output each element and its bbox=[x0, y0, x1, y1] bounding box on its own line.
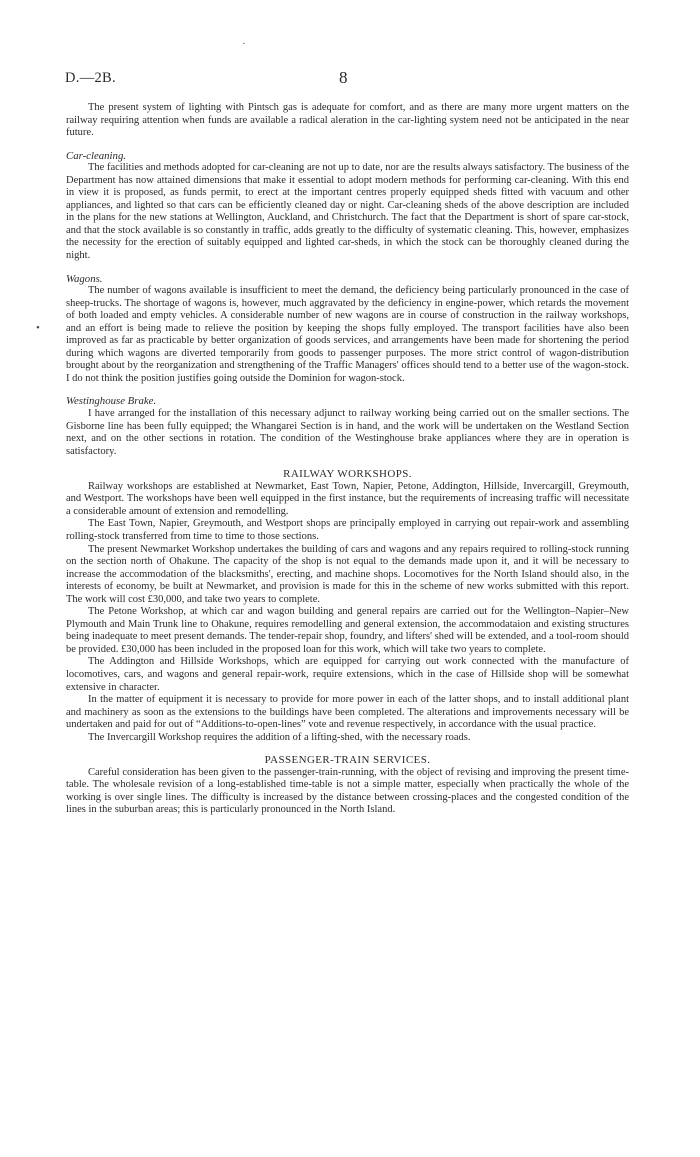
paragraph-car-cleaning: The facilities and methods adopted for car-cleaning are not up to date, nor are the results always satisfactory. The business of the Department has now attained dimensions that make it essential to adopt modern methods for performing car-cleaning. With this end in view it is proposed, as funds permit, to erect at the important centres properly equipped sheds fitted with vacuum and other appliances, and lighted so that cars can be efficiently cleaned day or night. Car-cleaning sheds of the above description are included in the plans for the new stations at Wellington, Auckland, and Christchurch. The fact that the Department is short of spare car-stock, and that the stock available is so constantly in traffic, adds greatly to the difficulty of systematic cleaning. This, however, emphasizes the necessity for the erection of suitably equipped and lighted car-sheds, in which the stock can be thoroughly cleaned during the night. bbox=[66, 162, 629, 262]
paragraph-westinghouse-brake: I have arranged for the installation of this necessary adjunct to railway working being carried out on the smaller sections. The Gisborne line has been fully equipped; the Whangarei Section is in hand, and the work will be undertaken on the Westland Section next, and on the other sections in rotation. The condition of the Westinghouse brake appliances where they are in operation is satisfactory. bbox=[66, 408, 629, 457]
margin-bullet-mark: • bbox=[36, 322, 40, 334]
paragraph-passenger-1: Careful consideration has been given to the passenger-train-running, with the object of revising and improving the present time-table. The wholesale revision of a long-established time-table is not a simple matter, especially when practically the whole of the working is over single lines. The difficulty is increased by the distance between crossing-places and the congested condition of the lines in the suburban areas; this is particularly pronounced in the North Island. bbox=[66, 766, 629, 816]
paragraph-workshops-2: The East Town, Napier, Greymouth, and Westport shops are principally employed in carrying out repair-work and assembling rolling-stock transferred from time to time to those sections. bbox=[66, 518, 629, 542]
paragraph-workshops-5: The Addington and Hillside Workshops, which are equipped for carrying out work connected with the manufacture of locomotives, cars, and wagons and general repair-work, require extensions, which in the case of Hillside shop will be somewhat extensive in character. bbox=[66, 656, 629, 693]
document-reference: D.—2B. bbox=[65, 70, 116, 86]
paragraph-wagons: The number of wagons available is insufficient to meet the demand, the deficiency being particularly pronounced in the case of sheep-trucks. The shortage of wagons is, however, much aggravated by the deficiency in engine-power, which retards the movement of both loaded and empty vehicles. A considerable number of new wagons are in course of construction in the railway workshops, and an effort is being made to relieve the position by keeping the shops fully employed. The transport facilities have also been improved as far as practicable by better organization of goods services, and arrangements have been made for shortening the period during which wagons are diverted temporarily from goods to passenger purposes. The more strict control of wagon-distribution brought about by the reorganization and strengthening of the Traffic Managers' offices should tend to a better use of the wagon-stock. I do not think the position justifies going outside the Dominion for wagon-stock. bbox=[66, 285, 629, 384]
spacer bbox=[66, 458, 629, 468]
heading-railway-workshops: RAILWAY WORKSHOPS. bbox=[283, 468, 412, 481]
section-westinghouse-brake bbox=[66, 395, 629, 458]
paragraph-lighting: The present system of lighting with Pintsch gas is adequate for comfort, and as there are many more urgent matters on the railway requiring attention when funds are available a radical aleration in the car-lighting system need not be anticipated in the near future. bbox=[66, 102, 629, 139]
subheading-wagons: Wagons. bbox=[66, 272, 103, 285]
paragraph-workshops-6: In the matter of equipment it is necessary to provide for more power in each of the latter shops, and to install additional plant and machinery as soon as the extensions to the buildings have been completed. The alterations and improvements necessary will be undertaken and paid for out of “Additions-to-open-lines” vote and revenue respectively, in accordance with the usual practice. bbox=[66, 694, 629, 731]
section-railway-workshops bbox=[66, 468, 629, 744]
paragraph-workshops-4: The Petone Workshop, at which car and wagon building and general repairs are carried out for the Wellington–Napier–New Plymouth and Main Trunk line to Ohakune, requires remodelling and general extension, the accommodataion and existing structures being inadequate to meet present demands. The tender-repair shop, foundry, and lifters' shed will be extended, and a tool-room should be provided. £30,000 has been included in the proposed loan for this work, which will take two years to complete. bbox=[66, 606, 629, 655]
paragraph-workshops-1: Railway workshops are established at Newmarket, East Town, Napier, Petone, Addington, Hillside, Invercargill, Greymouth, and Westport. The workshops have been well equipped in the first instance, but the requirements of increasing traffic will necessitate a considerable amount of extension and remodelling. bbox=[66, 480, 629, 517]
paragraph-workshops-7: The Invercargill Workshop requires the addition of a lifting-shed, with the necessary roads. bbox=[88, 731, 471, 743]
section-passenger-train-services bbox=[66, 754, 629, 817]
page-number: 8 bbox=[339, 68, 348, 87]
subheading-car-cleaning: Car-cleaning. bbox=[66, 149, 127, 162]
document-body bbox=[66, 102, 629, 817]
scan-speck: · bbox=[242, 38, 246, 50]
subheading-westinghouse-brake: Westinghouse Brake. bbox=[66, 395, 157, 408]
spacer bbox=[66, 744, 629, 754]
paragraph-workshops-3: The present Newmarket Workshop undertakes the building of cars and wagons and any repairs required to rolling-stock running on the section north of Ohakune. The capacity of the shop is not equal to the demands made upon it, and it will be necessary to increase the accommodation of the blacksmiths', erecting, and machine shops. Locomotives for the North Island should also, in the interests of economy, be built at Newmarket, and provision is made for this in the scheme of new works submitted with this report. The work will cost £30,000, and take two years to complete. bbox=[66, 543, 629, 605]
section-car-cleaning bbox=[66, 150, 629, 263]
heading-passenger-train-services: PASSENGER-TRAIN SERVICES. bbox=[264, 754, 431, 767]
page-header bbox=[65, 70, 635, 90]
section-wagons bbox=[66, 273, 629, 386]
